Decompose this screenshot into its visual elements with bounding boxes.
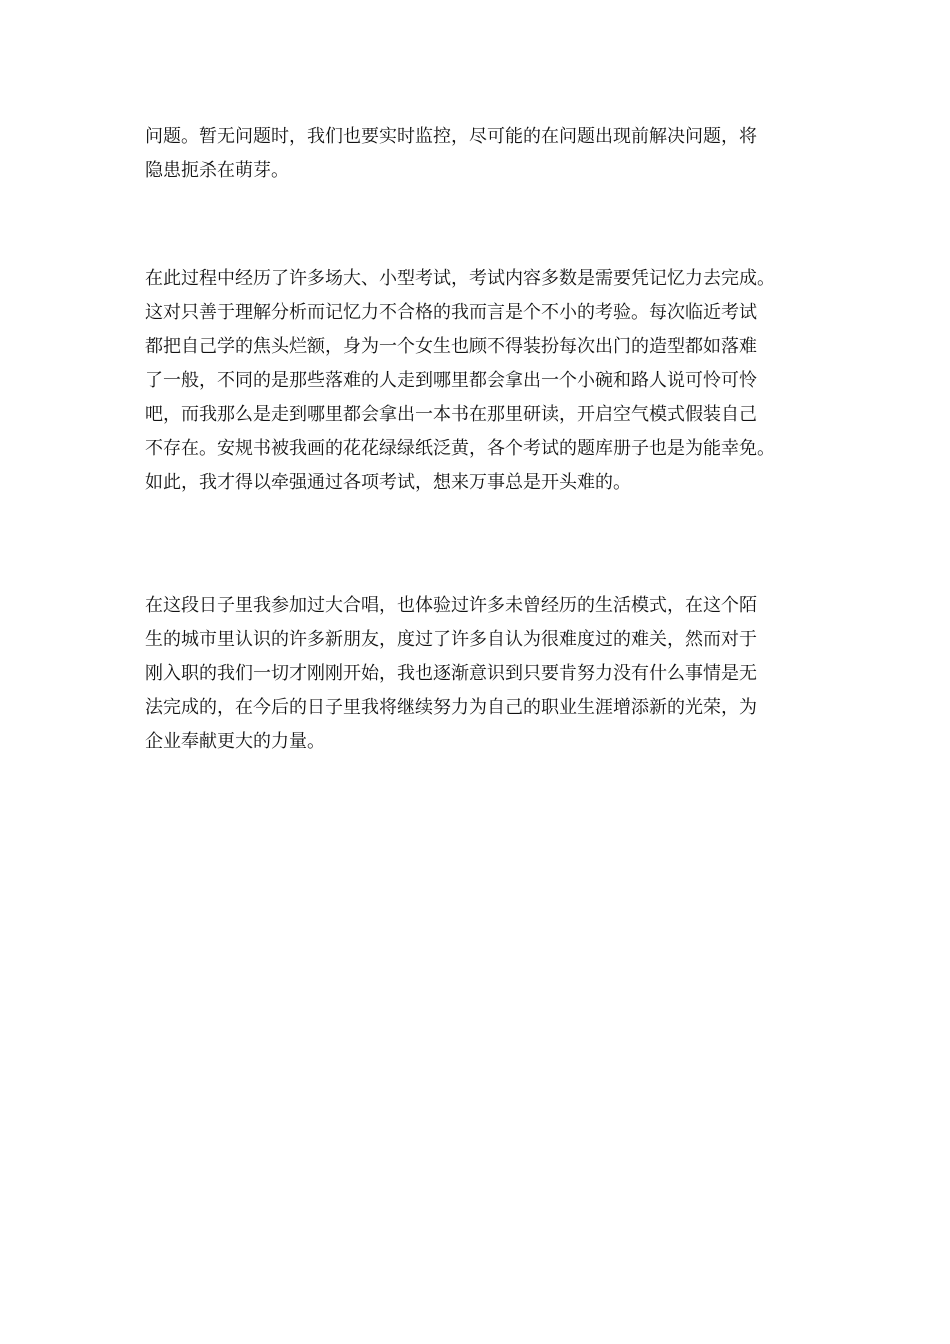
paragraph-line: 这对只善于理解分析而记忆力不合格的我而言是个不小的考验。每次临近考试 bbox=[145, 302, 757, 323]
paragraph-line: 问题。暂无问题时，我们也要实时监控，尽可能的在问题出现前解决问题，将 bbox=[145, 126, 757, 147]
paragraph-line: 了一般，不同的是那些落难的人走到哪里都会拿出一个小碗和路人说可怜可怜 bbox=[145, 370, 757, 391]
paragraph-line: 不存在。安规书被我画的花花绿绿纸泛黄，各个考试的题库册子也是为能幸免。 bbox=[145, 438, 775, 459]
paragraph-line: 都把自己学的焦头烂额，身为一个女生也顾不得装扮每次出门的造型都如落难 bbox=[145, 336, 757, 357]
paragraph-line: 隐患扼杀在萌芽。 bbox=[145, 160, 289, 181]
paragraph-line: 法完成的，在今后的日子里我将继续努力为自己的职业生涯增添新的光荣，为 bbox=[145, 697, 757, 718]
paragraph-line: 刚入职的我们一切才刚刚开始，我也逐渐意识到只要肯努力没有什么事情是无 bbox=[145, 663, 757, 684]
paragraph-line: 吧，而我那么是走到哪里都会拿出一本书在那里研读，开启空气模式假装自己 bbox=[145, 404, 757, 425]
paragraph-line: 如此，我才得以牵强通过各项考试，想来万事总是开头难的。 bbox=[145, 472, 631, 493]
paragraph-3 bbox=[145, 589, 825, 759]
paragraph-line: 企业奉献更大的力量。 bbox=[145, 731, 325, 752]
paragraph-2 bbox=[145, 262, 825, 500]
paragraph-line: 在此过程中经历了许多场大、小型考试，考试内容多数是需要凭记忆力去完成。 bbox=[145, 268, 775, 289]
paragraph-line: 生的城市里认识的许多新朋友，度过了许多自认为很难度过的难关，然而对于 bbox=[145, 629, 757, 650]
paragraph-1 bbox=[145, 120, 825, 188]
paragraph-line: 在这段日子里我参加过大合唱，也体验过许多未曾经历的生活模式，在这个陌 bbox=[145, 595, 757, 616]
